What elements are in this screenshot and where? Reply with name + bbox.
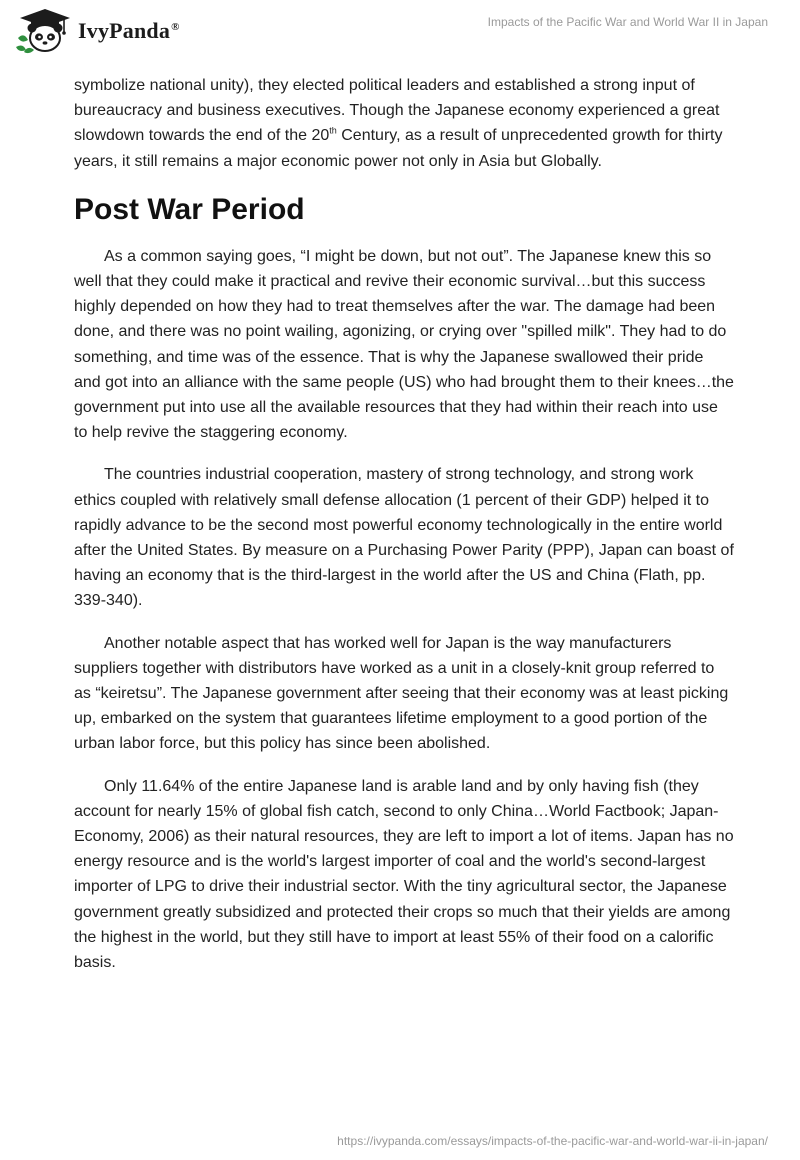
paragraph: Only 11.64% of the entire Japanese land is arable land and by only having fish (they account for nearly 15% of global fish catch, second to only China…World Factbook; Japan-Economy, 2006) as their natural resources, they are left to import a lot of items. Japan has no energy resource and is the world's largest importer of coal and the world's second-largest importer of LPG to drive their industrial sector. With the tiny agricultural sector, the Japanese government greatly subsidized and protected their crops so much that their yields are among the highest in the world, but they still have to import at least 55% of their food on a calorific basis. (74, 777, 734, 972)
paragraph: The countries industrial cooperation, mastery of strong technology, and strong work ethics coupled with relatively small defense allocation (1 percent of their GDP) helped it to rapidly advance to be the second most powerful economy technologically in the entire world after the United States. By measure on a Purchasing Power Parity (PPP), Japan can boast of having an economy that is the third-largest in the world after the US and China (Flath, pp. 339-340). (74, 466, 734, 610)
logo-wordmark: IvyPanda® (78, 18, 180, 43)
paragraph: As a common saying goes, “I might be down, but not out”. The Japanese knew this so well that they could make it practical and revive their economic survival…but this success highly depended on how they had to treat themselves after the war. The damage had been done, and there was no point wailing, agonizing, or crying over "spilled milk". They had to do something, and time was of the essence. That is why the Japanese swallowed their pride and got into an alliance with the same people (US) who had brought them to their knees…the government put into use all the available resources that they had within their reach into use to help revive the staggering economy. (74, 247, 734, 442)
page-header (0, 0, 800, 70)
intro-paragraph: symbolize national unity), they elected political leaders and established a strong input of bureaucracy and business executives. Though the Japanese economy experienced a great slowdown towards the end of the 20th Century, as a result of unprecedented growth for thirty years, it still remains a major economic power not only in Asia but Globally. (74, 77, 723, 170)
ivypanda-logo[interactable] (14, 8, 180, 54)
panda-graduate-icon (14, 8, 72, 54)
section-heading: Post War Period (74, 192, 305, 226)
paragraph: Another notable aspect that has worked well for Japan is the way manufacturers suppliers together with distributors have worked as a unit in a closely-knit group referred to as “keiretsu”. The Japanese government after seeing that their economy was at least picking up, embarked on the system that guarantees lifetime employment to a good portion of the urban labor force, but this policy has since been abolished. (74, 634, 729, 753)
document-title: Impacts of the Pacific War and World War II in Japan (487, 15, 768, 29)
essay-body (74, 73, 734, 992)
source-url[interactable]: https://ivypanda.com/essays/impacts-of-the-pacific-war-and-world-war-ii-in-japan/ (337, 1134, 768, 1148)
